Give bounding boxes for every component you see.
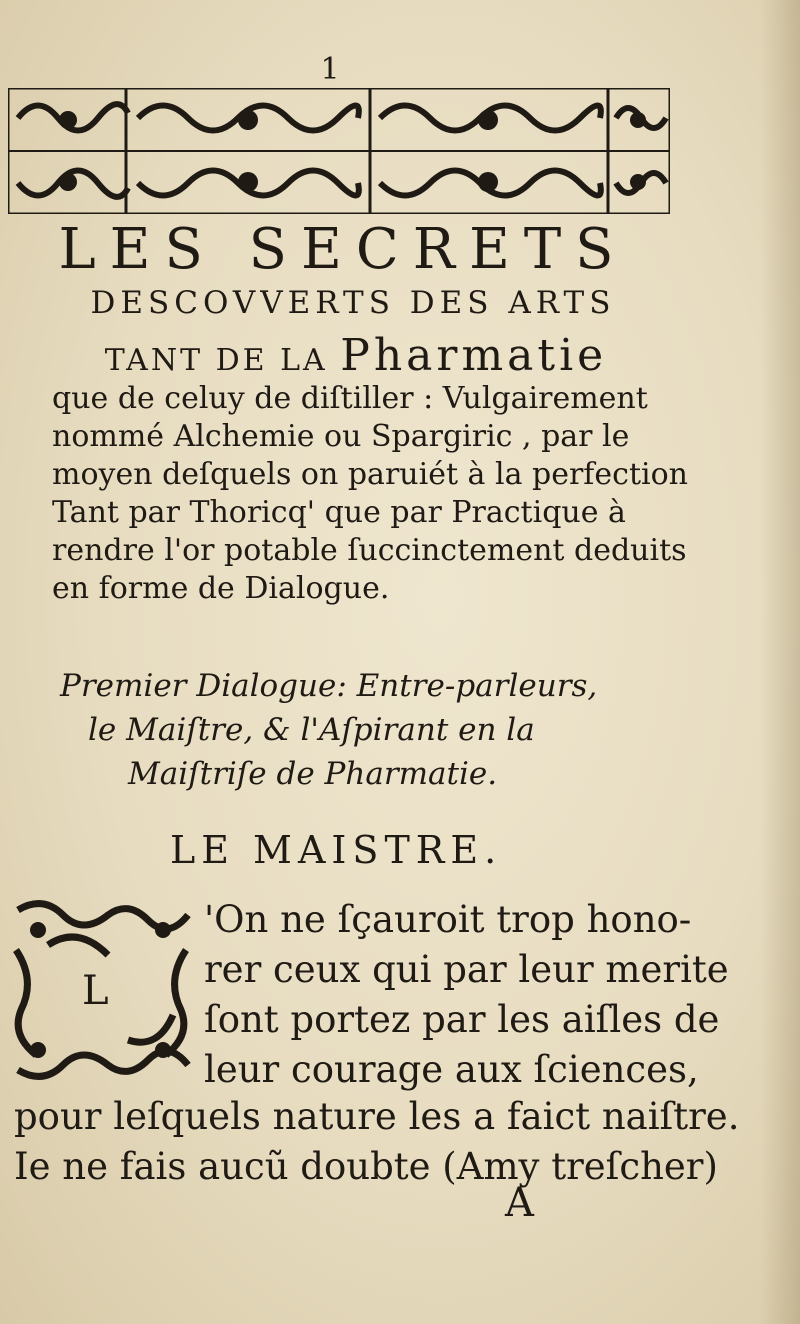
subtitle-line-1: DESCOVVERTS DES ARTS (90, 285, 616, 321)
subtitle-line-2-big: Pharmatie (340, 330, 608, 381)
subtitle-line-2 (46, 330, 666, 384)
subtitle-line-2-pre: TANT DE LA (104, 343, 341, 378)
description-line: Tant par Thoricq' que par Practique à (52, 495, 626, 530)
text-line: leur courage aux ſciences, (204, 1048, 699, 1091)
description-line: rendre l'or potable ſuccinctement deduits (52, 533, 687, 568)
signature-mark: A (505, 1180, 534, 1226)
text-line: rer ceux qui par leur merite (204, 948, 729, 991)
page-number: 1 (320, 52, 340, 87)
dialogue-line: Maiſtriſe de Pharmatie. (128, 756, 498, 792)
dropcap-letter: L (82, 968, 109, 1014)
description-line: moyen deſquels on paruiét à la perfection (52, 457, 688, 492)
description-line: nommé Alchemie ou Spargiric , par le (52, 419, 630, 454)
body-text-indented (204, 895, 729, 1095)
text-line: Ie ne fais aucũ doubte (Amy treſcher) (14, 1145, 718, 1188)
text-line: ſont portez par les aiſles de (204, 998, 720, 1041)
text-line: pour leſquels nature les a faict naiſtre. (14, 1095, 740, 1138)
dialogue-line: Premier Dialogue: Entre-parleurs, (60, 668, 598, 704)
dialogue-heading (60, 664, 670, 796)
description-line: que de celuy de diſtiller : Vulgairement (52, 381, 648, 416)
decorative-headpiece (8, 88, 670, 214)
title-description (52, 380, 688, 608)
description-line: en forme de Dialogue. (52, 571, 390, 606)
speaker-label: LE MAISTRE. (170, 828, 503, 872)
text-line: 'On ne ſçauroit trop hono- (204, 898, 692, 941)
main-title: LES SECRETS (58, 217, 628, 282)
dialogue-line: le Maiſtre, & l'Aſpirant en la (88, 712, 535, 748)
body-text (14, 1092, 740, 1192)
page-edge-shadow (760, 0, 800, 1324)
